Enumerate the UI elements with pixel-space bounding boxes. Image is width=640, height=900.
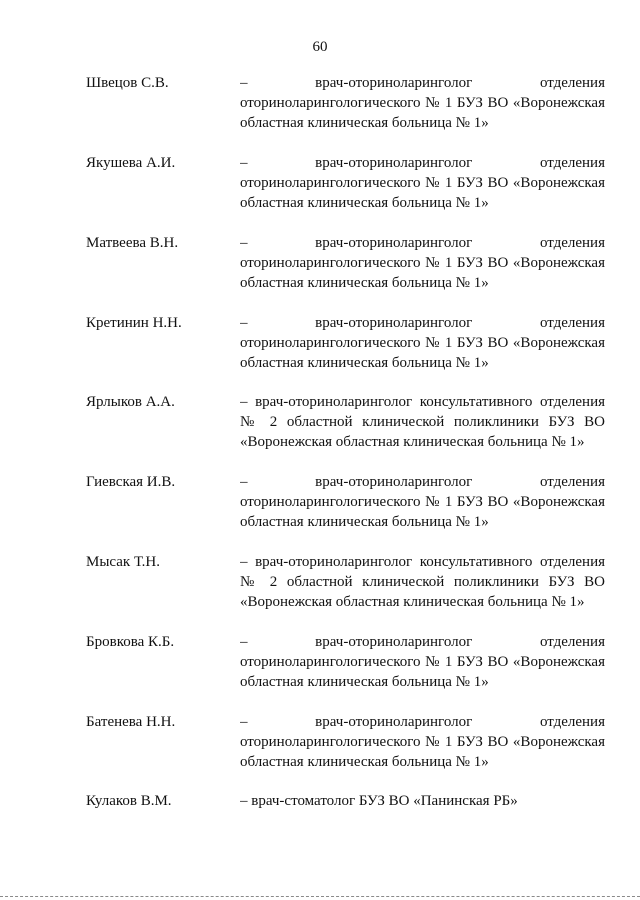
list-item — [0, 552, 640, 616]
position-line: оториноларингологического № 1 БУЗ ВО «Воронежская — [240, 175, 605, 191]
person-name: Гиевская И.В. — [86, 474, 176, 490]
person-name: Кретинин Н.Н. — [86, 315, 182, 331]
position-line: областная клиническая больница № 1» — [240, 355, 489, 371]
person-name: Бровкова К.Б. — [86, 634, 175, 650]
person-position — [240, 552, 605, 612]
person-name: Мысак Т.Н. — [86, 554, 160, 570]
position-line: областная клиническая больница № 1» — [240, 115, 489, 131]
list-item — [0, 392, 640, 456]
position-line: оториноларингологического № 1 БУЗ ВО «Воронежская — [240, 335, 605, 351]
person-position — [240, 233, 605, 293]
person-position — [240, 712, 605, 772]
position-line: областная клиническая больница № 1» — [240, 674, 489, 690]
position-line: оториноларингологического № 1 БУЗ ВО «Воронежская — [240, 255, 605, 271]
position-line: – врач-оториноларинголог отделения — [240, 155, 605, 171]
position-line: – врач-оториноларинголог отделения — [240, 315, 605, 331]
position-line: – врач-оториноларинголог консультативного отделения — [240, 554, 605, 570]
position-line: – врач-оториноларинголог отделения — [240, 474, 605, 490]
position-line: – врач-оториноларинголог отделения — [240, 634, 605, 650]
position-line: областная клиническая больница № 1» — [240, 195, 489, 211]
position-line: «Воронежская областная клиническая больница № 1» — [240, 434, 585, 450]
person-position — [240, 313, 605, 373]
position-line: – врач-стоматолог БУЗ ВО «Панинская РБ» — [240, 793, 518, 809]
person-position — [240, 73, 605, 133]
list-item — [0, 233, 640, 297]
position-line: оториноларингологического № 1 БУЗ ВО «Воронежская — [240, 734, 605, 750]
person-name: Кулаков В.М. — [86, 793, 172, 809]
person-position — [240, 153, 605, 213]
person-position — [240, 472, 605, 532]
page-number: 60 — [312, 39, 328, 55]
position-line: «Воронежская областная клиническая больница № 1» — [240, 594, 585, 610]
list-item — [0, 632, 640, 696]
position-line: № 2 областной клинической поликлиники БУЗ ВО — [240, 574, 605, 590]
list-item — [0, 712, 640, 776]
person-name: Матвеева В.Н. — [86, 235, 179, 251]
position-line: областная клиническая больница № 1» — [240, 754, 489, 770]
person-position — [240, 791, 605, 811]
list-item — [0, 472, 640, 536]
position-line: областная клиническая больница № 1» — [240, 514, 489, 530]
person-position — [240, 392, 605, 452]
list-item — [0, 791, 640, 855]
position-line: оториноларингологического № 1 БУЗ ВО «Воронежская — [240, 494, 605, 510]
position-line: оториноларингологического № 1 БУЗ ВО «Воронежская — [240, 95, 605, 111]
list-item — [0, 313, 640, 377]
list-item — [0, 73, 640, 137]
list-item — [0, 153, 640, 217]
footer-divider — [0, 896, 640, 897]
position-line: № 2 областной клинической поликлиники БУЗ ВО — [240, 414, 605, 430]
position-line: – врач-оториноларинголог отделения — [240, 75, 605, 91]
position-line: – врач-оториноларинголог отделения — [240, 235, 605, 251]
person-name: Ярлыков А.А. — [86, 394, 175, 410]
person-name: Батенева Н.Н. — [86, 714, 176, 730]
position-line: оториноларингологического № 1 БУЗ ВО «Воронежская — [240, 654, 605, 670]
person-name: Якушева А.И. — [86, 155, 176, 171]
person-name: Швецов С.В. — [86, 75, 169, 91]
position-line: – врач-оториноларинголог отделения — [240, 714, 605, 730]
position-line: – врач-оториноларинголог консультативного отделения — [240, 394, 605, 410]
position-line: областная клиническая больница № 1» — [240, 275, 489, 291]
person-position — [240, 632, 605, 692]
